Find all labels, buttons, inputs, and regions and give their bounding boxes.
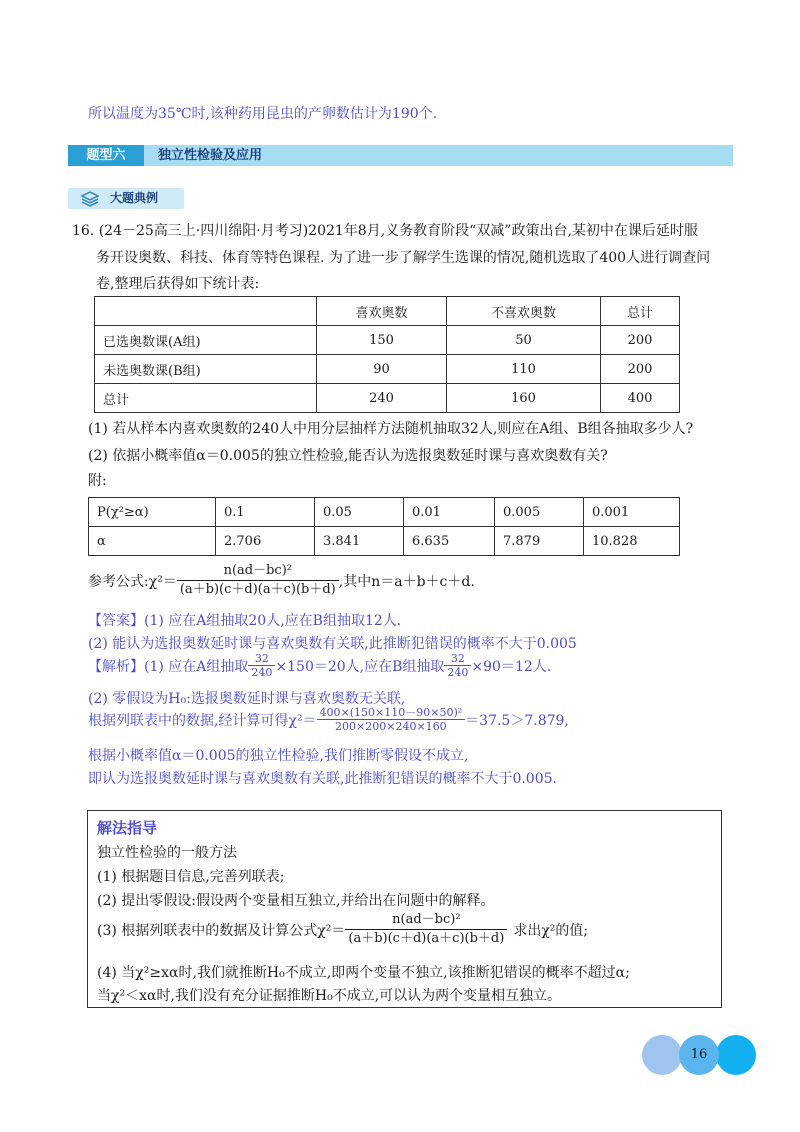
table-cell: 6.635 <box>404 527 495 556</box>
formula-denominator: (a＋b)(c＋d)(a＋c)(b＋d) <box>348 931 505 946</box>
page-deco-circle-left <box>642 1035 682 1075</box>
guide-text: (3) 根据列联表中的数据及计算公式χ²＝ <box>97 922 346 939</box>
table-cell: 0.001 <box>584 498 680 527</box>
analysis-line-3 <box>88 706 569 733</box>
guide-line-1: (1) 根据题目信息,完善列联表; <box>97 869 285 885</box>
chi-square-fraction <box>317 706 466 733</box>
table-row <box>95 297 680 326</box>
table-cell: 160 <box>447 384 601 413</box>
table-cell: 110 <box>447 355 601 384</box>
example-tag-label: 大题典例 <box>110 191 159 205</box>
top-conclusion-line: 所以温度为35℃时,该种药用昆虫的产卵数估计为190个. <box>88 106 438 122</box>
table-cell: 0.05 <box>315 498 404 527</box>
fraction-numerator: 32 <box>248 652 275 666</box>
critical-value-table <box>88 497 680 556</box>
analysis-line-1 <box>88 652 551 679</box>
table-row <box>95 384 680 413</box>
page-deco-circle-right <box>716 1035 756 1075</box>
formula-suffix: ,其中n＝a＋b＋c＋d. <box>338 573 475 590</box>
formula-numerator: n(ad－bc)² <box>177 562 339 581</box>
table-row <box>89 498 680 527</box>
guide-line-4: (4) 当χ²≥xα时,我们就推断H₀不成立,即两个变量不独立,该推断犯错误的概率不超过α; <box>97 965 630 981</box>
answer-line-1: 【答案】(1) 应在A组抽取20人,应在B组抽取12人. <box>88 613 402 629</box>
table-cell: 7.879 <box>495 527 584 556</box>
table-cell <box>95 297 317 326</box>
analysis-line-2: (2) 零假设为H₀:选报奥数延时课与喜欢奥数无关联, <box>88 691 406 707</box>
formula-fraction <box>345 911 507 948</box>
analysis-line-5: 即认为选报奥数延时课与喜欢奥数有关联,此推断犯错误的概率不大于0.005. <box>88 771 557 787</box>
table-row <box>89 527 680 556</box>
table-row <box>95 326 680 355</box>
table-cell: 90 <box>317 355 447 384</box>
analysis-text: 根据列联表中的数据,经计算可得χ²＝ <box>88 712 317 729</box>
answer-line-2: (2) 能认为选报奥数延时课与喜欢奥数有关联,此推断犯错误的概率不大于0.005 <box>88 636 577 652</box>
analysis-text: ×90＝12人. <box>471 658 552 675</box>
table-row-label: 已选奥数课(A组) <box>95 326 317 355</box>
table-cell: 400 <box>601 384 680 413</box>
guide-line-5: 当χ²＜xα时,我们没有充分证据推断H₀不成立,可以认为两个变量相互独立。 <box>97 988 562 1004</box>
table-cell: 150 <box>317 326 447 355</box>
section-tag: 题型六 <box>68 145 144 166</box>
layers-icon <box>80 190 100 208</box>
problem-line-3: 卷,整理后获得如下统计表: <box>96 276 260 292</box>
table-cell: 0.1 <box>216 498 315 527</box>
table-header-cell: 总计 <box>601 297 680 326</box>
table-row-label: 总计 <box>95 384 317 413</box>
fraction-denominator: 240 <box>251 666 273 679</box>
guide-line-3 <box>97 911 588 948</box>
table-header-cell: 不喜欢奥数 <box>447 297 601 326</box>
table-cell: 10.828 <box>584 527 680 556</box>
fraction-denominator: 200×200×240×160 <box>335 720 447 733</box>
formula-fraction <box>177 562 339 599</box>
page-number: 16 <box>679 1035 719 1075</box>
method-guide-title: 解法指导 <box>97 819 158 837</box>
table-cell: 3.841 <box>315 527 404 556</box>
question-1: (1) 若从样本内喜欢奥数的240人中用分层抽样方法随机抽取32人,则应在A组、B组各抽取多少人? <box>88 421 694 437</box>
guide-line-2: (2) 提出零假设:假设两个变量相互独立,并给出在问题中的解释。 <box>97 893 495 909</box>
analysis-text: ＝37.5＞7.879, <box>465 712 569 729</box>
problem-line-1: 16. (24－25高三上·四川绵阳·月考习)2021年8月,义务教育阶段“双减”政策出台,某初中在课后延时服 <box>72 223 698 239</box>
formula-prefix: 参考公式:χ²＝ <box>88 573 177 590</box>
guide-line-0: 独立性检验的一般方法 <box>97 845 237 861</box>
table-row-label: P(χ²≥α) <box>89 498 216 527</box>
table-cell: 50 <box>447 326 601 355</box>
section-title: 独立性检验及应用 <box>158 148 263 163</box>
reference-formula <box>88 562 475 599</box>
fraction <box>248 652 275 679</box>
formula-denominator: (a＋b)(c＋d)(a＋c)(b＋d) <box>179 582 336 597</box>
guide-text: 求出χ²的值; <box>513 922 589 939</box>
question-2: (2) 依据小概率值α＝0.005的独立性检验,能否认为选报奥数延时课与喜欢奥数有关? <box>88 448 608 464</box>
fraction <box>444 652 471 679</box>
fraction-denominator: 240 <box>447 666 469 679</box>
analysis-text: ×150＝20人,应在B组抽取 <box>275 658 445 675</box>
analysis-text: 【解析】(1) 应在A组抽取 <box>88 658 249 675</box>
survey-table <box>94 296 680 413</box>
table-cell: 2.706 <box>216 527 315 556</box>
problem-line-2: 务开设奥数、科技、体育等特色课程. 为了进一步了解学生选课的情况,随机选取了400人进行调查问 <box>96 250 711 266</box>
table-cell: 200 <box>601 326 680 355</box>
table-row-label: α <box>89 527 216 556</box>
appendix-label: 附: <box>88 473 107 489</box>
table-header-cell: 喜欢奥数 <box>317 297 447 326</box>
table-row <box>95 355 680 384</box>
table-cell: 0.01 <box>404 498 495 527</box>
table-cell: 200 <box>601 355 680 384</box>
formula-numerator: n(ad－bc)² <box>345 911 507 930</box>
table-cell: 240 <box>317 384 447 413</box>
table-cell: 0.005 <box>495 498 584 527</box>
analysis-line-4: 根据小概率值α＝0.005的独立性检验,我们推断零假设不成立, <box>88 748 469 764</box>
fraction-numerator: 400×(150×110－90×50)² <box>317 706 466 720</box>
fraction-numerator: 32 <box>444 652 471 666</box>
table-row-label: 未选奥数课(B组) <box>95 355 317 384</box>
